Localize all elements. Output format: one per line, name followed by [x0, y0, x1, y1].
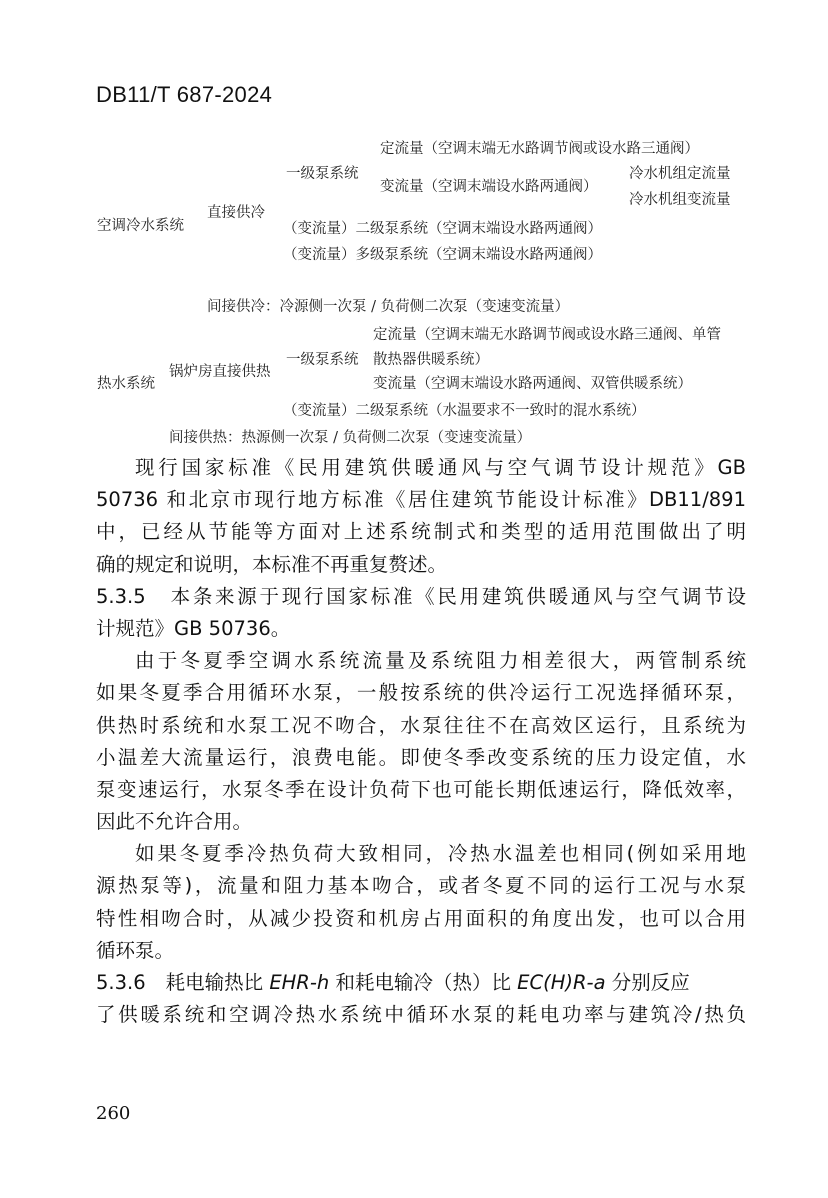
paragraph-line: 源热泵等)，流量和阻力基本吻合，或者冬夏不同的运行工况与水泵: [96, 874, 746, 898]
cold-primary-variable: 变流量（空调末端设水路两通阀）: [380, 179, 598, 195]
hot-indirect-supply: 间接供热：热源侧一次泵 / 负荷侧二次泵（变速变流量）: [169, 430, 532, 446]
section-5-3-5-line: 5.3.5 本条来源于现行国家标准《民用建筑供暖通风与空气调节设: [96, 584, 746, 608]
cold-multistage-pump: （变流量）多级泵系统（空调末端设水路两通阀）: [283, 247, 602, 263]
paragraph-line: 由于冬夏季空调水系统流量及系统阻力相差很大，两管制系统: [135, 649, 746, 673]
paragraph-line: 如果冬夏季合用循环水泵，一般按系统的供冷运行工况选择循环泵，: [96, 681, 746, 705]
body-text: [96, 452, 746, 1031]
cold-primary-constant: 定流量（空调末端无水路调节阀或设水路三通阀）: [380, 141, 699, 157]
section-5-3-6-line: 了供暖系统和空调冷热水系统中循环水泵的耗电功率与建筑冷/热负: [96, 1003, 746, 1027]
hot-primary-pump: 一级泵系统: [286, 352, 359, 368]
chiller-constant-flow: 冷水机组定流量: [629, 166, 731, 182]
chiller-variable-flow: 冷水机组变流量: [629, 192, 731, 208]
document-code: DB11/T 687-2024: [96, 82, 273, 107]
paragraph-line: 泵变速运行，水泵冬季在设计负荷下也可能长期低速运行，降低效率，: [96, 777, 746, 801]
cold-primary-pump: 一级泵系统: [286, 166, 359, 182]
cold-indirect-supply: 间接供冷：冷源侧一次泵 / 负荷侧二次泵（变速变流量）: [207, 299, 570, 315]
hot-primary-constant-line1: 定流量（空调末端无水路调节阀或设水路三通阀、单管: [373, 327, 721, 343]
paragraph-line: 50736 和北京市现行地方标准《居住建筑节能设计标准》DB11/891: [96, 488, 746, 512]
paragraph-line: 因此不允许合用。: [96, 810, 253, 834]
section-5-3-5-line: 计规范》GB 50736。: [96, 616, 291, 640]
paragraph-line: 中，已经从节能等方面对上述系统制式和类型的适用范围做出了明: [96, 520, 746, 544]
paragraph-line: 如果冬夏季冷热负荷大致相同，冷热水温差也相同(例如采用地: [135, 842, 746, 866]
hot-water-system: 热水系统: [97, 376, 155, 392]
section-5-3-6-line: [96, 967, 746, 999]
hot-secondary-pump: （变流量）二级泵系统（水温要求不一致时的混水系统）: [283, 403, 646, 419]
section-text: 分别反应: [605, 971, 690, 994]
echr-a-symbol: EC(H)R-a: [517, 971, 606, 994]
paragraph-line: 循环泵。: [96, 938, 175, 962]
page-number: 260: [96, 1103, 131, 1124]
hot-direct-supply: 锅炉房直接供热: [169, 364, 271, 380]
paragraph-line: 确的规定和说明，本标准不再重复赘述。: [96, 552, 448, 576]
hot-primary-variable: 变流量（空调末端设水路两通阀、双管供暖系统）: [373, 376, 692, 392]
paragraph-line: 供热时系统和水泵工况不吻合，水泵往往不在高效区运行，且系统为: [96, 713, 746, 737]
hot-primary-constant-line2: 散热器供暖系统）: [373, 352, 489, 368]
cold-secondary-pump: （变流量）二级泵系统（空调末端设水路两通阀）: [283, 221, 602, 237]
section-text: 耗电输热比: [165, 971, 270, 994]
paragraph-line: 特性相吻合时，从减少投资和机房占用面积的角度出发，也可以合用: [96, 906, 746, 930]
section-text: 和耗电输冷（热）比: [329, 971, 518, 994]
section-number: 5.3.6: [96, 971, 146, 994]
cold-direct-supply: 直接供冷: [207, 205, 265, 221]
chilled-water-system: 空调冷水系统: [97, 218, 184, 234]
ehr-h-symbol: EHR-h: [269, 971, 330, 994]
paragraph-line: 小温差大流量运行，浪费电能。即使冬季改变系统的压力设定值，水: [96, 745, 746, 769]
paragraph-line: 现行国家标准《民用建筑供暖通风与空气调节设计规范》GB: [135, 456, 746, 479]
